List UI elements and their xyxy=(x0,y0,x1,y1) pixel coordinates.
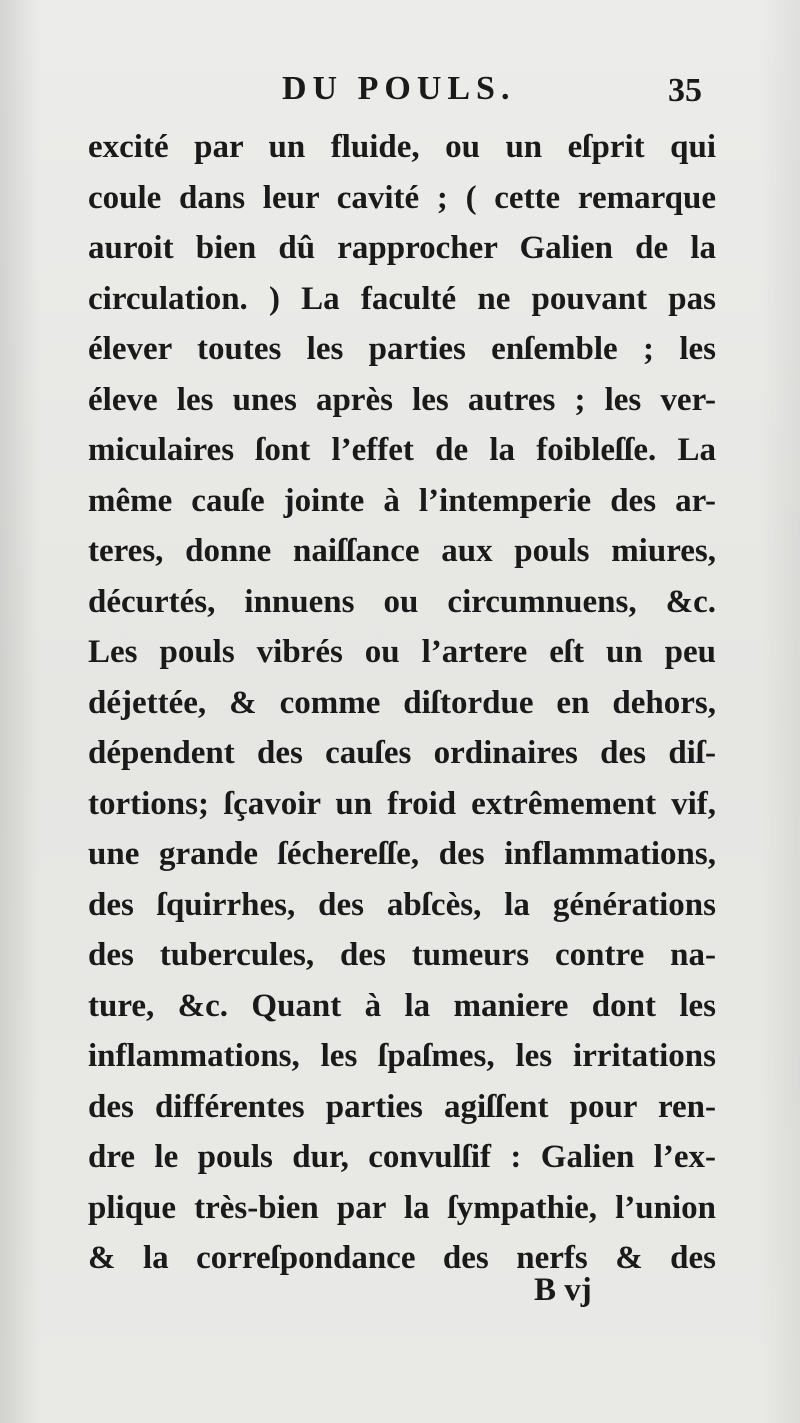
body-text xyxy=(88,122,716,1284)
text-line: coule dans leur cavité ; ( cette remarque xyxy=(88,179,716,216)
text-line: des différentes parties agiſſent pour ren- xyxy=(88,1088,716,1125)
text-line: une grande ſéchereſſe, des inflammations, xyxy=(88,836,716,872)
running-title: DU POULS. xyxy=(282,70,516,107)
text-line: circulation. ) La faculté ne pouvant pas xyxy=(88,280,716,317)
text-line: auroit bien dû rapprocher Galien de la xyxy=(88,230,716,266)
text-line: élever toutes les parties enſemble ; les xyxy=(88,331,716,367)
text-line: dre le pouls dur, convulſif : Galien l’ex- xyxy=(88,1139,716,1175)
text-line: miculaires ſont l’effet de la foibleſſe. La xyxy=(88,432,716,468)
text-line: & la correſpondance des nerfs & des xyxy=(88,1240,716,1276)
text-line: déjettée, & comme diſtordue en dehors, xyxy=(88,684,716,721)
text-line: plique très-bien par la ſympathie, l’union xyxy=(88,1189,716,1226)
text-line: teres, donne naiſſance aux pouls miures, xyxy=(88,533,716,569)
text-line: ture, &c. Quant à la maniere dont les xyxy=(88,987,716,1024)
signature-mark: B vj xyxy=(534,1272,592,1308)
running-head xyxy=(0,70,800,120)
text-line: éleve les unes après les autres ; les ver- xyxy=(88,381,716,418)
text-line: Les pouls vibrés ou l’artere eſt un peu xyxy=(88,634,716,670)
text-line: des ſquirrhes, des abſcès, la générations xyxy=(88,886,716,923)
text-line: tortions; ſçavoir un froid extrêmement vif, xyxy=(88,785,716,822)
page-number: 35 xyxy=(668,72,702,109)
text-line: des tubercules, des tumeurs contre na- xyxy=(88,937,716,973)
text-line: inflammations, les ſpaſmes, les irritations xyxy=(88,1038,716,1074)
text-line: excité par un fluide, ou un eſprit qui xyxy=(88,129,716,165)
text-line: même cauſe jointe à l’intemperie des ar- xyxy=(88,482,716,519)
text-line: décurtés, innuens ou circumnuens, &c. xyxy=(88,583,716,620)
text-line: dépendent des cauſes ordinaires des diſ- xyxy=(88,735,716,771)
